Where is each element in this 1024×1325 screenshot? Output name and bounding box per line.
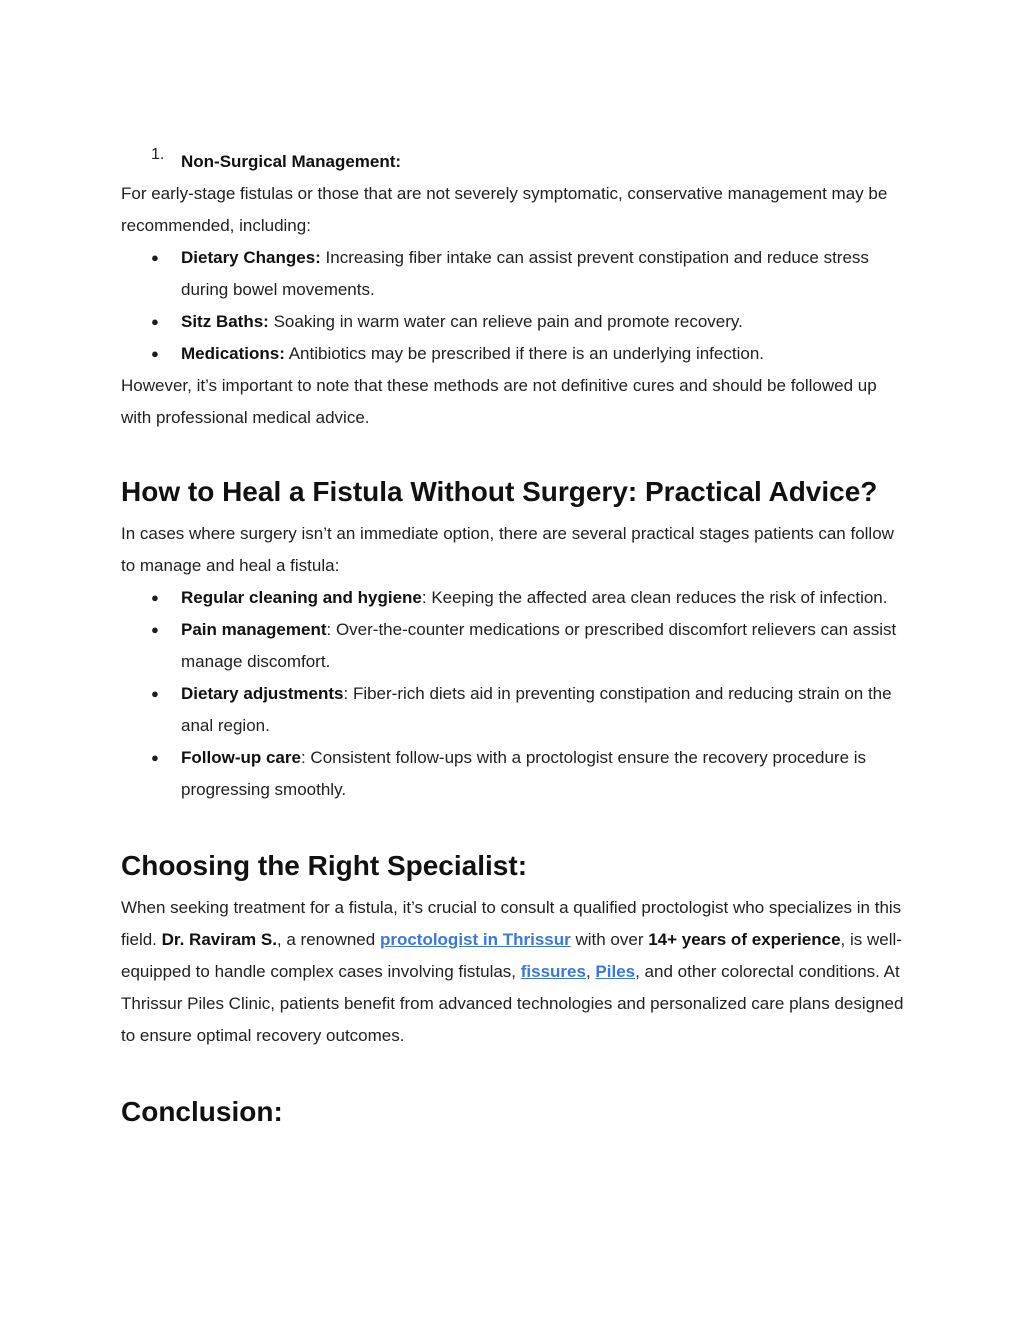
list-number: 1. — [151, 146, 165, 163]
list-item — [121, 742, 911, 806]
bullet-list-non-surgical — [121, 242, 911, 370]
list-item-term: Medications: — [181, 344, 285, 363]
numbered-heading — [121, 146, 911, 178]
heading-choosing-specialist: Choosing the Right Specialist: — [121, 850, 528, 881]
document-page — [121, 146, 911, 1130]
list-item-term: Follow-up care — [181, 748, 301, 767]
list-item — [121, 338, 911, 370]
bullet-icon: ● — [151, 590, 159, 605]
text-span: , a renowned — [276, 930, 380, 949]
bullet-icon: ● — [151, 346, 159, 361]
link-fissures[interactable]: fissures — [520, 962, 586, 981]
text-span: , is well-equipped to handle complex cases involving fistulas, — [121, 930, 902, 981]
list-item-term: Regular cleaning and hygiene — [181, 588, 422, 607]
list-item-text: : Consistent follow-ups with a proctologist ensure the recovery procedure is progressing smoothly. — [181, 748, 867, 799]
bullet-icon: ● — [151, 686, 159, 701]
list-item — [121, 678, 911, 742]
bullet-icon: ● — [151, 250, 159, 265]
list-item — [121, 582, 911, 614]
list-item-term: Dietary Changes: — [181, 248, 321, 267]
text-span: When seeking treatment for a fistula, it’s crucial to consult a qualified proctologist who specializes in this field. — [121, 898, 902, 949]
list-item — [121, 614, 911, 678]
link-piles[interactable]: Piles — [595, 962, 636, 981]
heading-heal-without-surgery: How to Heal a Fistula Without Surgery: Practical Advice? — [121, 476, 878, 507]
text-span: with over — [570, 930, 649, 949]
paragraph-specialist — [121, 892, 911, 1052]
list-item-text: : Fiber-rich diets aid in preventing constipation and reducing strain on the anal region. — [181, 684, 892, 735]
bullet-list-practical — [121, 582, 911, 806]
list-item-text: : Keeping the affected area clean reduces the risk of infection. — [421, 588, 888, 607]
doctor-name: Dr. Raviram S. — [161, 930, 277, 949]
section-heading-non-surgical: Non-Surgical Management: — [181, 152, 402, 171]
link-proctologist-thrissur[interactable]: proctologist in Thrissur — [379, 930, 571, 949]
list-item-text: Antibiotics may be prescribed if there is an underlying infection. — [284, 344, 764, 363]
list-item-text: Increasing fiber intake can assist prevent constipation and reduce stress during bowel movements. — [181, 248, 869, 299]
list-item — [121, 306, 911, 338]
paragraph-outro-non-surgical: However, it’s important to note that these methods are not definitive cures and should be followed up with professional medical advice. — [121, 376, 877, 427]
text-span: , and other colorectal conditions. At Thrissur Piles Clinic, patients benefit from advanced technologies and personalized care plans designed to ensure optimal recovery outcomes. — [121, 962, 904, 1045]
paragraph-intro-non-surgical: For early-stage fistulas or those that are not severely symptomatic, conservative management may be recommended, including: — [121, 184, 888, 235]
paragraph-intro-practical: In cases where surgery isn’t an immediate option, there are several practical stages patients can follow to manage and heal a fistula: — [121, 524, 894, 575]
list-item-text: Soaking in warm water can relieve pain and promote recovery. — [268, 312, 743, 331]
heading-conclusion: Conclusion: — [121, 1096, 283, 1127]
experience-text: 14+ years of experience — [648, 930, 841, 949]
bullet-icon: ● — [151, 314, 159, 329]
list-item-term: Dietary adjustments — [181, 684, 344, 703]
bullet-icon: ● — [151, 622, 159, 637]
list-item-text: : Over-the-counter medications or prescribed discomfort relievers can assist manage discomfort. — [181, 620, 897, 671]
list-item-term: Sitz Baths: — [181, 312, 269, 331]
text-span: , — [585, 962, 596, 981]
list-item-term: Pain management — [181, 620, 327, 639]
list-item — [121, 242, 911, 306]
bullet-icon: ● — [151, 750, 159, 765]
